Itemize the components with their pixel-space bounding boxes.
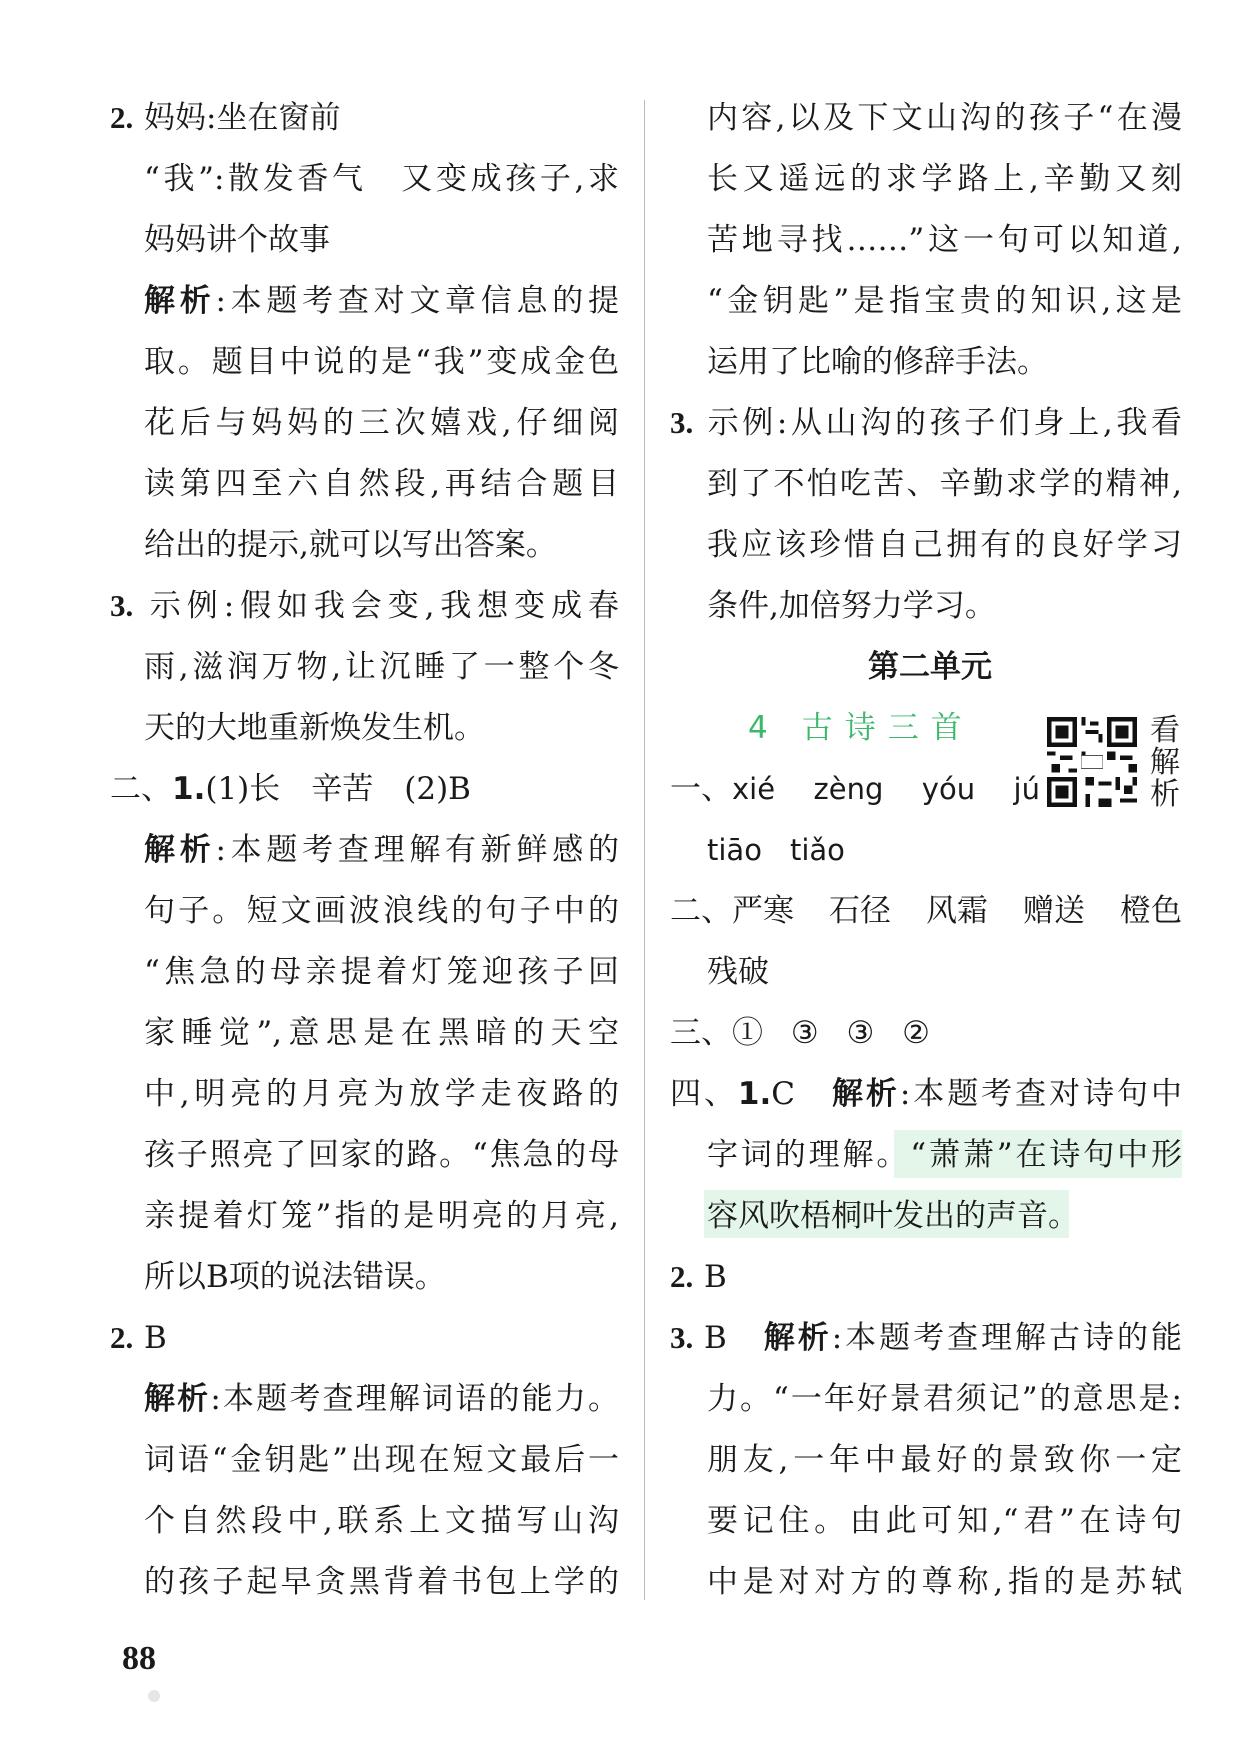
words-line: 残破 <box>707 954 769 990</box>
analysis-line: 中是对对方的尊称,指的是苏轼 <box>707 1564 1182 1600</box>
analysis-line: 词语“金钥匙”出现在短文最后一 <box>144 1442 619 1478</box>
answer-line: 天的大地重新焕发生机。 <box>144 710 485 746</box>
analysis-line <box>707 1133 1182 1177</box>
line-text: 妈妈:坐在窗前 <box>144 100 341 136</box>
choice-item: ① <box>732 1015 763 1051</box>
column-divider <box>644 100 645 1600</box>
analysis-line: 取。题目中说的是“我”变成金色 <box>144 344 619 380</box>
analysis-line: 亲提着灯笼”指的是明亮的月亮, <box>144 1198 619 1234</box>
analysis-line: 中,明亮的月亮为放学走夜路的 <box>144 1076 619 1112</box>
answer-line: 妈妈讲个故事 <box>144 222 330 258</box>
word-item: 石径 <box>829 893 891 929</box>
answer-line <box>110 584 619 628</box>
line-text: :本题考查对诗句中 <box>899 1076 1182 1112</box>
unit-title: 第二单元 <box>868 649 992 685</box>
answer-line <box>110 767 619 811</box>
analysis-line: 长又遥远的求学路上,辛勤又刻 <box>707 161 1182 197</box>
answer-line: 雨,滋润万物,让沉睡了一整个冬 <box>144 649 619 685</box>
answer-line <box>670 1255 1182 1299</box>
answer-line <box>670 1316 1182 1360</box>
lesson-title <box>748 706 974 750</box>
analysis-label: 解析 <box>831 1076 900 1112</box>
pinyin-line <box>707 828 1182 872</box>
question-number: 3. <box>670 405 694 440</box>
word-item: 风霜 <box>926 893 988 929</box>
analysis-line: 运用了比喻的修辞手法。 <box>707 344 1048 380</box>
answer-value: B <box>704 1259 727 1295</box>
pinyin-line <box>670 767 1040 811</box>
pinyin-item: zèng <box>813 772 884 806</box>
decorative-dot-icon <box>148 1690 160 1702</box>
line-text: (1)长 辛苦 (2)B <box>205 771 471 807</box>
analysis-label: 解析 <box>144 1381 211 1417</box>
question-number: 1. <box>737 1076 772 1112</box>
analysis-line <box>144 279 619 323</box>
pinyin-answer <box>670 767 775 811</box>
line-text: 示例:从山沟的孩子们身上,我看 <box>704 405 1182 441</box>
section-prefix: 三、 <box>670 1015 732 1051</box>
lesson-number: 4 <box>748 710 780 746</box>
line-text: B <box>144 1320 167 1356</box>
question-number: 3. <box>670 1320 694 1355</box>
analysis-line: 句子。短文画波浪线的句子中的 <box>144 893 619 929</box>
choice-item: ② <box>902 1015 930 1051</box>
analysis-line: 内容,以及下文山沟的孩子“在漫 <box>707 100 1182 136</box>
section-prefix: 二、 <box>110 771 172 807</box>
analysis-label: 解析 <box>144 283 216 319</box>
lesson-name: 古诗三首 <box>801 710 974 746</box>
analysis-line <box>144 828 619 872</box>
highlighted-text: 容风吹梧桐叶发出的声音。 <box>707 1198 1079 1234</box>
answer-line <box>110 96 619 140</box>
word-item: 橙色 <box>1120 893 1182 929</box>
analysis-line: 要记住。由此可知,“君”在诗句 <box>707 1503 1182 1539</box>
analysis-line: 读第四至六自然段,再结合题目 <box>144 466 619 502</box>
section-prefix: 四、 <box>670 1076 738 1112</box>
question-number: 2. <box>110 100 134 135</box>
answer-line <box>670 401 1182 445</box>
qr-label: 看解析 <box>1150 713 1180 812</box>
pinyin-item: yóu <box>921 772 976 806</box>
line-text: :本题考查理解古诗的能 <box>831 1320 1182 1356</box>
analysis-line: 花后与妈妈的三次嬉戏,仔细阅 <box>144 405 619 441</box>
analysis-line: 力。“一年好景君须记”的意思是: <box>707 1381 1182 1417</box>
qr-code-icon[interactable] <box>1047 717 1137 807</box>
analysis-label: 解析 <box>144 832 216 868</box>
words-line <box>670 889 1182 933</box>
word-item: 严寒 <box>732 893 794 929</box>
answer-line: 条件,加倍努力学习。 <box>707 588 996 624</box>
analysis-line: 孩子照亮了回家的路。“焦急的母 <box>144 1137 619 1173</box>
pinyin-item: xié <box>732 772 776 806</box>
answer-line: “我”:散发香气 又变成孩子,求 <box>144 161 619 197</box>
analysis-line <box>144 1377 619 1421</box>
answer-line: 我应该珍惜自己拥有的良好学习 <box>707 527 1182 563</box>
analysis-line: “焦急的母亲提着灯笼迎孩子回 <box>144 954 619 990</box>
analysis-label: 解析 <box>763 1320 832 1356</box>
answer-line: 到了不怕吃苦、辛勤求学的精神, <box>707 466 1182 502</box>
word-item: 赠送 <box>1023 893 1085 929</box>
analysis-line: 家睡觉”,意思是在黑暗的天空 <box>144 1015 619 1051</box>
answer-line <box>110 1316 619 1360</box>
word-answer <box>670 889 794 933</box>
analysis-line: 的孩子起早贪黑背着书包上学的 <box>144 1564 619 1600</box>
page-number: 88 <box>122 1640 156 1677</box>
choice-item: ③ <box>846 1015 875 1051</box>
section-prefix: 二、 <box>670 893 732 929</box>
pinyin-item: tiāo <box>707 833 762 867</box>
question-number: 2. <box>110 1320 134 1355</box>
analysis-line: 朋友,一年中最好的景致你一定 <box>707 1442 1182 1478</box>
choice-line <box>670 1011 930 1055</box>
analysis-line: “金钥匙”是指宝贵的知识,这是 <box>707 283 1182 319</box>
analysis-line: 所以B项的说法错误。 <box>144 1259 446 1295</box>
line-text: 字词的理解。 <box>707 1137 911 1173</box>
analysis-line: 苦地寻找……”这一句可以知道, <box>707 222 1182 258</box>
answer-value: B <box>704 1320 727 1356</box>
line-text: :本题考查理解词语的能力。 <box>210 1381 620 1417</box>
pinyin-item: tiǎo <box>789 833 845 867</box>
question-number: 2. <box>670 1259 694 1294</box>
line-text: 示例:假如我会变,我想变成春 <box>144 588 619 624</box>
question-number: 1. <box>172 771 206 807</box>
answer-value: C <box>771 1076 796 1112</box>
line-text: :本题考查理解有新鲜感的 <box>215 832 619 868</box>
highlighted-text: “萧萧”在诗句中形 <box>910 1137 1183 1173</box>
analysis-line: 个自然段中,联系上文描写山沟 <box>144 1503 619 1539</box>
choice-answer <box>670 1011 763 1055</box>
answer-line <box>670 1072 1182 1116</box>
question-number: 3. <box>110 588 134 623</box>
section-prefix: 一、 <box>670 771 732 807</box>
choice-item: ③ <box>790 1015 819 1051</box>
pinyin-item: jú <box>1013 772 1040 806</box>
analysis-line: 给出的提示,就可以写出答案。 <box>144 527 557 563</box>
line-text: :本题考查对文章信息的提 <box>215 283 619 319</box>
